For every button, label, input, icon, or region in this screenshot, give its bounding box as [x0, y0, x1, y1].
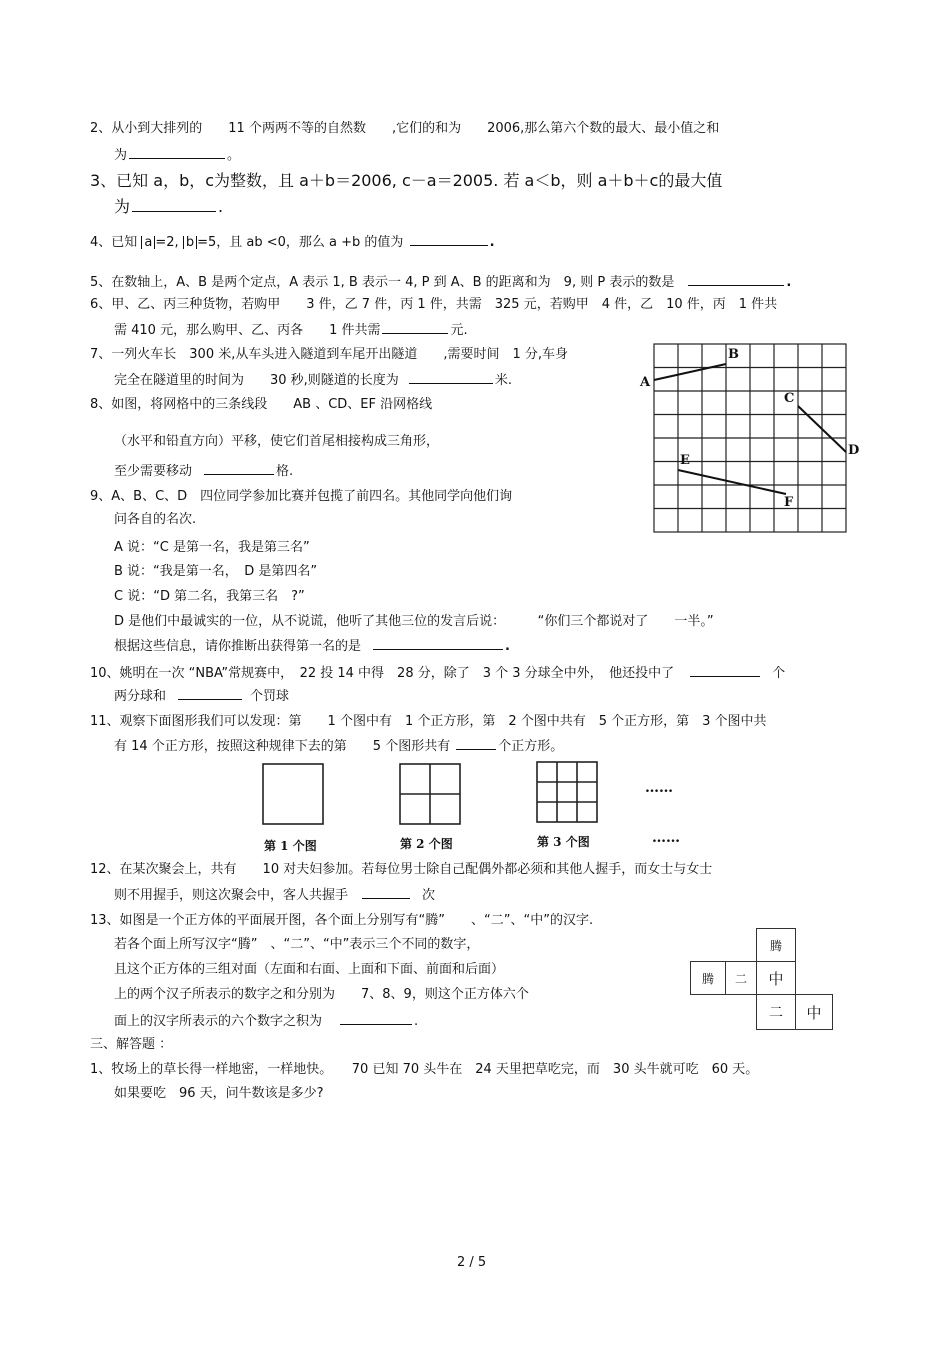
- q9-answer-blank[interactable]: [373, 637, 503, 650]
- q9-prefix: 根据这些信息，请你推断出获得第一名的是: [114, 639, 362, 654]
- caption-figure-3: 第 3 个图: [537, 835, 590, 849]
- q10-suffix: 个罚球: [250, 689, 290, 704]
- q13-answer-blank[interactable]: [340, 1012, 412, 1025]
- q5-text: 5、在数轴上，A、B 是两个定点，A 表示 1, B 表示一 4, P 到 A、B 的距离和为 9, 则 P 表示的数是: [90, 275, 675, 290]
- q4-abs-b: b: [183, 236, 197, 249]
- q4-abs-a: a: [141, 236, 155, 249]
- q2-prefix: 为: [114, 148, 128, 163]
- q13-line2: 若各个面上所写汉字“腾” 、“二”、“中”表示三个不同的数字，: [114, 937, 480, 952]
- label-d: D: [848, 443, 860, 458]
- q5-answer-blank[interactable]: [688, 273, 784, 286]
- q9-line2: 问各自的名次.: [114, 512, 197, 527]
- q8-line2: （水平和铅直方向）平移，使它们首尾相接构成三角形，: [114, 434, 440, 449]
- q3-answer-blank[interactable]: [132, 197, 216, 212]
- q9-statement-a: A 说：“C 是第一名，我是第三名”: [114, 540, 310, 555]
- label-c: C: [784, 391, 795, 406]
- net-cell-center: 中: [756, 961, 796, 995]
- caption-figure-1: 第 1 个图: [264, 839, 317, 853]
- q8-prefix: 至少需要移动: [114, 464, 193, 479]
- q12-answer-blank[interactable]: [362, 886, 410, 899]
- q9-conclusion: 根据这些信息，请你推断出获得第一名的是 .: [114, 639, 510, 654]
- q13-line3: 且这个正方体的三组对面（左面和右面、上面和下面、前面和后面）: [114, 962, 505, 977]
- q8-suffix: 格.: [276, 464, 294, 479]
- q6-line1: 6、甲、乙、丙三种货物，若购甲 3 件，乙 7 件，丙 1 件，共需 325 元，若购甲 4 件，乙 10 件，丙 1 件共: [90, 297, 778, 312]
- q13-prefix: 面上的汉字所表示的六个数字之积为: [114, 1014, 323, 1029]
- q8-line1: 8、如图，将网格中的三条线段 AB 、CD、EF 沿网格线: [90, 397, 433, 412]
- q9-line1: 9、A、B、C、D 四位同学参加比赛并包揽了前四名。其他同学向他们询: [90, 489, 513, 504]
- net-cell-right: 中: [795, 994, 833, 1030]
- net-cell-second: 二: [725, 961, 757, 995]
- q3-suffix: .: [218, 197, 224, 216]
- q4-line: 4、已知 a =2, b =5，且 ab <0，那么 a +b 的值为 .: [90, 235, 495, 250]
- figure-2-squares: [400, 764, 460, 824]
- q3-line2: [114, 197, 223, 217]
- q13-suffix: .: [414, 1014, 419, 1029]
- q10-text: 10、姚明在一次 “NBA”常规赛中， 22 投 14 中得 28 分，除了 3 个 3 分球全中外， 他还投中了: [90, 666, 675, 681]
- q13-line4: 上的两个汉子所表示的数字之和分别为 7、8、9，则这个正方体六个: [114, 987, 529, 1002]
- net-cell-bottom: 二: [756, 994, 796, 1030]
- q6-answer-blank[interactable]: [382, 321, 448, 334]
- q9-statement-c: C 说：“D 第二名，我第三名 ?”: [114, 589, 305, 604]
- q4-part2: =2,: [155, 235, 179, 250]
- q10-line1: [90, 664, 785, 682]
- figure-1-square: [263, 764, 323, 824]
- q11-suffix: 个正方形。: [498, 739, 564, 754]
- q10-answer-blank-1[interactable]: [690, 664, 760, 677]
- figure-ellipsis-bottom: ……: [652, 830, 680, 846]
- q6-prefix: 需 410 元，那么购甲、乙、丙各 1 件共需: [114, 323, 381, 338]
- q4-answer-blank[interactable]: [410, 233, 488, 246]
- label-e: E: [680, 453, 690, 468]
- label-a: A: [640, 375, 651, 390]
- grid-lines: [654, 344, 846, 532]
- q13-line1: 13、如图是一个正方体的平面展开图，各个面上分别写有“腾” 、“二”、“中”的汉字.: [90, 913, 594, 928]
- q9-statement-d: D 是他们中最诚实的一位，从不说谎，他听了其他三位的发言后说： “你们三个都说对了 一半。”: [114, 614, 714, 629]
- q11-prefix: 有 14 个正方形，按照这种规律下去的第 5 个图形共有: [114, 739, 451, 754]
- cube-net: [690, 928, 840, 1032]
- q6-line2: [114, 321, 468, 339]
- q12-prefix: 则不用握手，则这次聚会中，客人共握手: [114, 888, 349, 903]
- q10-line2: [114, 687, 289, 705]
- q4-part3: =5，且 ab <0，那么 a +b 的值为: [197, 235, 404, 250]
- net-cell-top: 腾: [756, 928, 796, 962]
- q10-answer-blank-2[interactable]: [178, 687, 242, 700]
- q4-prefix: 4、已知: [90, 235, 138, 250]
- q2-answer-blank[interactable]: [129, 146, 225, 159]
- q10-prefix: 两分球和: [114, 689, 167, 704]
- segment-ab: [654, 364, 726, 380]
- q9-statement-b: B 说：“我是第一名， D 是第四名”: [114, 564, 318, 579]
- caption-figure-2: 第 2 个图: [400, 837, 453, 851]
- q3-line1: 3、已知 a，b，c为整数，且 a＋b＝2006, c－a＝2005. 若 a＜b，则 a＋b＋c的最大值: [90, 171, 723, 190]
- q8-answer-blank[interactable]: [204, 462, 274, 475]
- grid-figure: [634, 340, 864, 540]
- q12-suffix: 次: [422, 888, 436, 903]
- segment-ef: [678, 470, 786, 494]
- q11-line2: [114, 737, 563, 755]
- q2-suffix: 。: [227, 148, 241, 163]
- net-cell-left: 腾: [690, 961, 726, 995]
- q11-line1: 11、观察下面图形我们可以发现：第 1 个图中有 1 个正方形，第 2 个图中共有 5 个正方形，第 3 个图中共: [90, 714, 767, 729]
- q7-prefix: 完全在隧道里的时间为 30 秒,则隧道的长度为: [114, 373, 399, 388]
- q12-line1: 12、在某次聚会上，共有 10 对夫妇参加。若每位男士除自己配偶外都必须和其他人握手，而女士与女士: [90, 862, 713, 877]
- q2-line1: 2、从小到大排列的 11 个两两不等的自然数 ,它们的和为 2006,那么第六个数的最大、最小值之和: [90, 121, 720, 136]
- q7-answer-blank[interactable]: [409, 371, 493, 384]
- page-number: 2 / 5: [457, 1255, 487, 1270]
- s1-line2: 如果要吃 96 天，问牛数该是多少?: [114, 1086, 324, 1101]
- q5-line: 5、在数轴上，A、B 是两个定点，A 表示 1, B 表示一 4, P 到 A、B 的距离和为 9, 则 P 表示的数是 .: [90, 275, 792, 290]
- q7-line1: 7、一列火车长 300 米,从车头进入隧道到车尾开出隧道 ,需要时间 1 分,车身: [90, 347, 569, 362]
- section-3-title: 三、解答题 ：: [90, 1037, 173, 1052]
- squares-figure: [258, 760, 698, 832]
- q3-prefix: 为: [114, 197, 131, 216]
- q11-answer-blank[interactable]: [456, 737, 496, 750]
- q7-line2: [114, 371, 512, 389]
- q2-line2: [114, 146, 240, 164]
- s1-line1: 1、牧场上的草长得一样地密，一样地快。 70 已知 70 头牛在 24 天里把草吃完，而 30 头牛就可吃 60 天。: [90, 1062, 759, 1077]
- q8-line3: [114, 462, 293, 480]
- q12-line2: [114, 886, 435, 904]
- q10-unit: 个: [772, 666, 786, 681]
- figure-3-squares: [537, 762, 597, 822]
- label-b: B: [728, 347, 739, 362]
- q6-suffix: 元.: [450, 323, 468, 338]
- figure-ellipsis-top: ……: [645, 780, 673, 796]
- label-f: F: [784, 495, 794, 510]
- q7-suffix: 米.: [494, 373, 512, 388]
- q13-line5: [114, 1012, 418, 1030]
